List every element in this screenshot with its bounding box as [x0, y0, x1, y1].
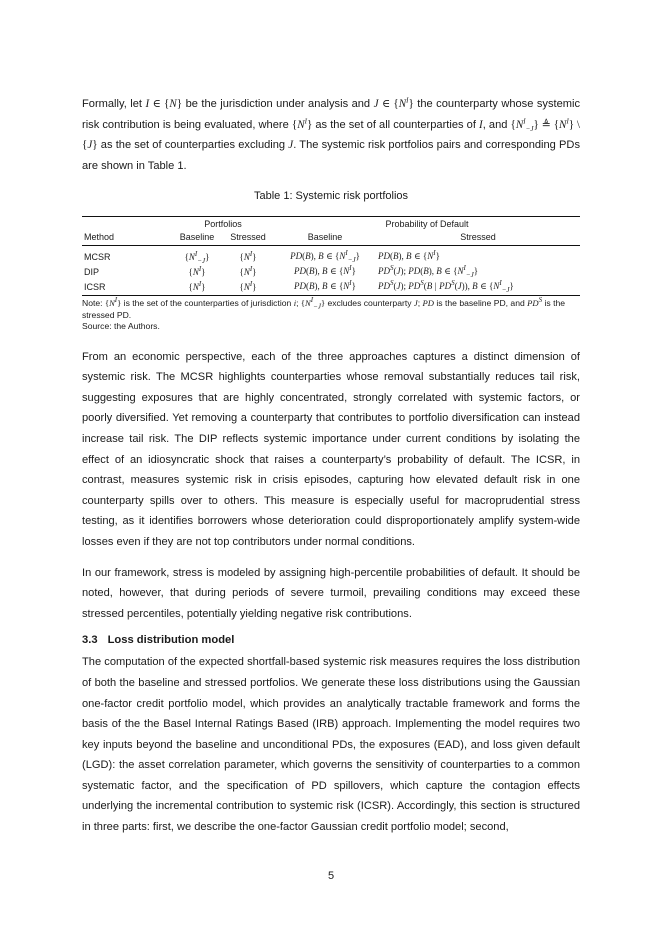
- section-number: 3.3: [82, 634, 98, 647]
- table-row: [82, 264, 580, 279]
- row-method: ICSR: [82, 279, 172, 296]
- cell-baseline-portfolio: $\{N^I_{-J}\}$: [184, 249, 210, 265]
- row-method: MCSR: [84, 251, 111, 262]
- cell-baseline-portfolio: $\{N^I\}$: [188, 264, 206, 277]
- cell-pd-stressed: PD(B), B ∈ $\{N^I\}$: [378, 249, 440, 262]
- systemic-risk-table: [82, 216, 580, 332]
- cell-pd-baseline: PD(B), B ∈ $\{N^I\}$: [294, 264, 356, 277]
- intro-paragraph: Formally, let I ∈ {N} be the jurisdiction under analysis and J ∈ $\{N^I\}$ the counterparty whose systemic risk contribution is being evaluated, where $\{N^I\}$ as the set of all counterparties of I, and $\{N^I_{-J}\}$ ≜ $\{N^I\}$ \ {J} as the set of counterparties excluding J. The systemic risk portfolios pairs and corresponding PDs are shown in Table 1.: [82, 96, 581, 172]
- stress-paragraph: In our framework, stress is modeled by assigning high-percentile probabilities of default. It should be noted, however, that during periods of severe turmoil, prevailing conditions may exceed these stressed percentiles, potentially yielding negative risk contributions.: [82, 566, 580, 620]
- cell-pd-baseline: PD(B), B ∈ $\{N^I\}$: [274, 279, 376, 296]
- table-caption: Table 1: Systemic risk portfolios: [253, 190, 409, 203]
- header-probability-of-default: Probability of Default: [385, 219, 469, 230]
- section-title: Loss distribution model: [107, 634, 235, 647]
- cell-stressed-portfolio: $\{N^I\}$: [239, 249, 257, 262]
- cell-pd-stressed: $PD^S(J)$; PD(B), B ∈ $\{N^I_{-J}\}$: [378, 264, 479, 280]
- cell-stressed-portfolio: $\{N^I\}$: [222, 279, 274, 296]
- cell-baseline-portfolio: $\{N^I\}$: [172, 279, 222, 296]
- header-pd-stressed: Stressed: [376, 230, 580, 246]
- economic-perspective-paragraph: From an economic perspective, each of the three approaches captures a distinct dimension of systemic risk. The MCSR highlights counterparties whose removal substantially reduces tail risk, suggesting exposures that are highly concentrated, strongly correlated with systemic factors, or poorly diversified. Yet removing a counterparty that contributes to portfolio diversification can instead increase tail risk. The DIP reflects systemic importance under current conditions by isolating the effect of an idiosyncratic shock that raises a counterparty’s probability of default. The ICSR, in contrast, measures systemic risk in crisis episodes, capturing how elevated default risk in one counterparty spills over to others. This measure is especially useful for macroprudential stress testing, as it identifies borrowers whose deterioration could disproportionately amplify system-wide losses even if they are not top contributors under normal conditions.: [82, 350, 580, 548]
- table-source: Source: the Authors.: [82, 321, 160, 332]
- cell-stressed-portfolio: $\{N^I\}$: [239, 264, 257, 277]
- header-pd-baseline: Baseline: [274, 230, 376, 246]
- cell-pd-baseline: PD(B), B ∈ $\{N^I_{-J}\}$: [290, 249, 360, 265]
- table-row: [82, 246, 580, 265]
- header-portfolios: Portfolios: [204, 219, 242, 230]
- row-method: DIP: [84, 266, 100, 277]
- page-number: 5: [327, 870, 335, 882]
- header-stressed: Stressed: [222, 230, 274, 246]
- page-body: [82, 94, 580, 848]
- table-note: Note: $\{N^I\}$ is the set of the counterparties of jurisdiction i; $\{N^I_{-J}\}$ excludes counterparty J; PD is the baseline PD, and $PD^S$ is the stressed PD. Source: the Authors.: [82, 298, 580, 332]
- table-row: [82, 279, 580, 296]
- loss-distribution-paragraph: The computation of the expected shortfall-based systemic risk measures requires the loss distribution of both the baseline and stressed portfolios. We generate these loss distributions using the Gaussian one-factor credit portfolio model, which provides an analytically tractable framework and forms the basis of the the Basel Internal Ratings Based (IRB) approach. Implementing the model requires two key inputs beyond the baseline and unconditional PDs, the exposures (EAD), and loss given default (LGD): the asset correlation parameter, which governs the sensitivity of counterparties to a common systematic factor, and the specification of PD spillovers, which capture the contagion effects underlying the incremental contribution to systemic risk (ICSR). Accordingly, this section is structured in three parts: first, we describe the one-factor Gaussian credit portfolio model; second,: [82, 656, 580, 834]
- header-baseline: Baseline: [172, 230, 222, 246]
- cell-pd-stressed: $PD^S(J)$; $PD^S(B$ | $PD^S(J)$), B ∈ $\{N^I_{-J}\}$: [376, 279, 580, 296]
- header-method: Method: [82, 230, 172, 246]
- section-heading: [82, 634, 580, 646]
